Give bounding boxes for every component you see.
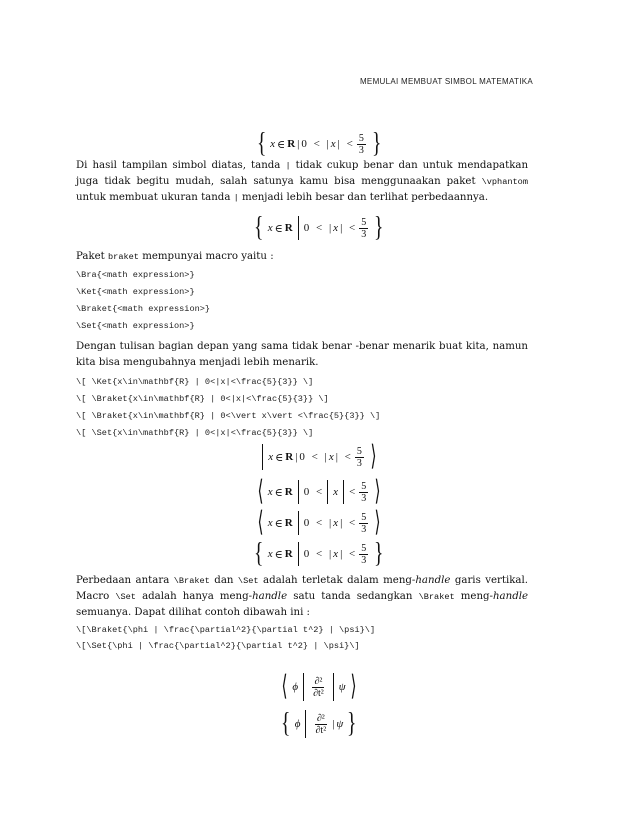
code-line-braket: \Braket{<math expression>} [76,304,211,314]
math-set-tall-bar: { x ∈ R 0 < | x | < $\frac{5}{3}$ } [254,212,384,243]
code-line-ket: \Ket{<math expression>} [76,287,195,297]
paragraph-intro-examples: Dengan tulisan bagian depan yang sama tidak benar -benar menarik buat kita, namun kita bisa mengubahnya menjadi lebih menarik. [76,341,528,368]
code-line-set: \Set{<math expression>} [76,321,195,331]
math-braket: ⟨ x ∈ R 0 < x < $\frac{5}{3}$ ⟩ [257,476,381,507]
code-example-braket-phi: \[\Braket{\phi | \frac{\partial^2}{\partial t^2} | \psi}\] [76,625,376,635]
paragraph-vphantom: Di hasil tampilan simbol diatas, tanda | tidak cukup benar dan untuk mendapatkan juga tidak begitu mudah, salah satunya kamu bisa menggunaakan paket \vphantom untuk membuat ukuran tanda | menjadi lebih besar dan terlihat perbedaannya. [76,160,529,203]
math-set-phi-psi: { ϕ $\frac{\text{∂²}}{\text{∂t²}}$ | ψ } [281,708,357,739]
math-braket-vert: ⟨ x ∈ R 0 < | x | < $\frac{5}{3}$ ⟩ [257,507,381,538]
math-braket-phi-psi: ⟨ ϕ $\frac{\text{∂²}}{\text{∂t²}}$ ψ ⟩ [281,671,357,702]
running-header: MEMULAI MEMBUAT SIMBOL MATEMATIKA [359,77,533,86]
math-set-small-bar: { x ∈ R | 0 < | x | < $\frac{5}{3}$ } [256,128,382,159]
code-example-braket: \[ \Braket{x\in\mathbf{R} | 0<|x|<\frac{5}{3}} \] [76,394,329,404]
paragraph-braket-vs-set: Perbedaan antara \Braket dan \Set adalah terletak dalam meng-handle garis vertikal. Macro \Set adalah hanya meng-handle satu tanda sedangkan \Braket meng-handle semuanya. Dapat dilihat contoh dibawah ini : [76,575,529,618]
code-line-bra: \Bra{<math expression>} [76,270,195,280]
code-example-set-phi: \[\Set{\phi | \frac{\partial^2}{\partial t^2} | \psi}\] [76,641,360,651]
paragraph-braket: Paket braket mempunyai macro yaitu : [76,251,274,262]
math-set: { x ∈ R 0 < | x | < $\frac{5}{3}$ } [254,538,384,569]
math-ket: x ∈ R | 0 < | x | < $\frac{5}{3}$ ⟩ [0,440,638,474]
code-example-set: \[ \Set{x\in\mathbf{R} | 0<|x|<\frac{5}{3}} \] [76,428,314,438]
code-example-ket: \[ \Ket{x\in\mathbf{R} | 0<|x|<\frac{5}{3}} \] [76,377,314,387]
code-example-braket-vert: \[ \Braket{x\in\mathbf{R} | 0<\vert x\vert <\frac{5}{3}} \] [76,411,381,421]
